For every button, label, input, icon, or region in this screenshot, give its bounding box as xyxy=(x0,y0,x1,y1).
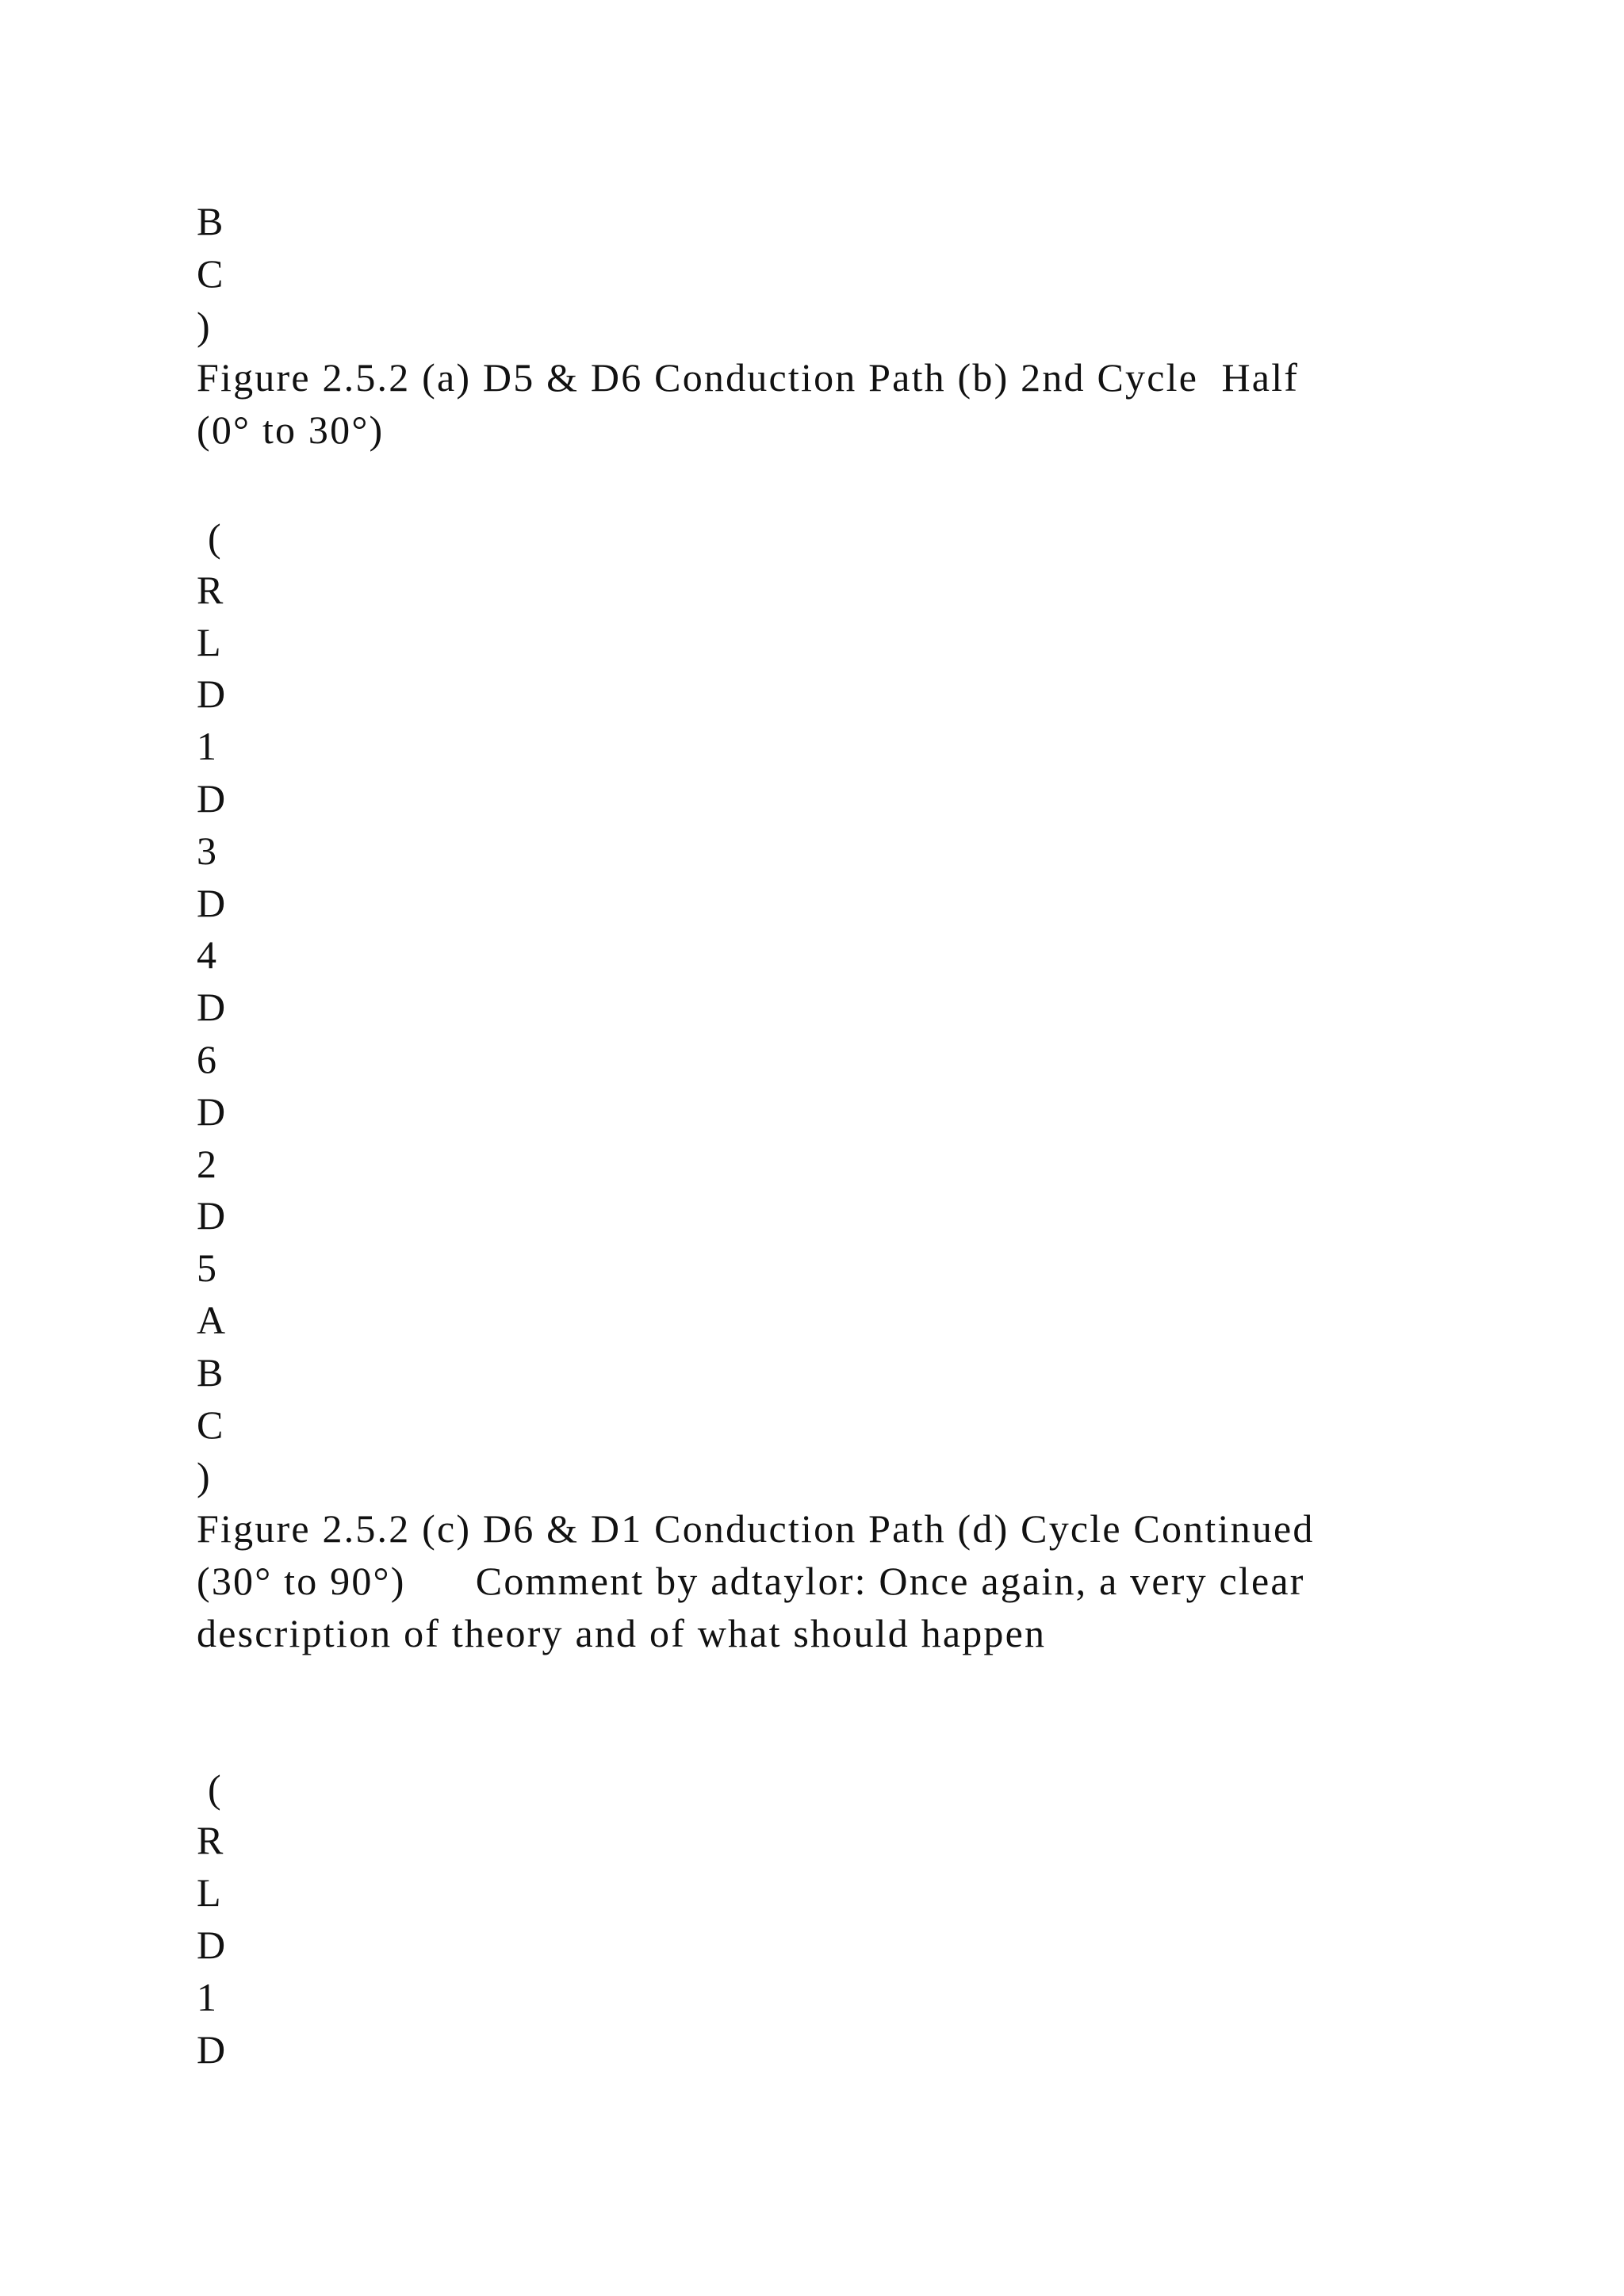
document-text-column xyxy=(197,196,1315,2076)
figure-caption: Figure 2.5.2 (a) D5 & D6 Conduction Path (b) 2nd Cycle Half xyxy=(197,355,1300,400)
diagram-label: 3 xyxy=(197,828,217,873)
diagram-label: 1 xyxy=(197,1974,217,2019)
diagram-label: D xyxy=(197,1089,227,1134)
diagram-label: D xyxy=(197,1922,227,1967)
figure-caption: Figure 2.5.2 (c) D6 & D1 Conduction Path (d) Cycle Continued xyxy=(197,1506,1315,1552)
diagram-label: L xyxy=(197,619,222,664)
diagram-label: D xyxy=(197,672,227,717)
diagram-label: 1 xyxy=(197,724,217,769)
figure-caption: (30° to 90°) Comment by adtaylor: Once again, a very clear xyxy=(197,1558,1305,1603)
diagram-label: 4 xyxy=(197,932,217,978)
diagram-label: R xyxy=(197,1818,224,1863)
diagram-label: L xyxy=(197,1870,222,1915)
diagram-label: 5 xyxy=(197,1246,217,1291)
figure-caption: (0° to 30°) xyxy=(197,408,385,453)
diagram-label: ( xyxy=(208,1766,222,1811)
diagram-label: D xyxy=(197,2026,227,2072)
figure-caption: description of theory and of what should happen xyxy=(197,1610,1047,1655)
diagram-label: R xyxy=(197,567,224,612)
spacer xyxy=(197,457,1315,512)
diagram-label: D xyxy=(197,775,227,821)
diagram-label: ( xyxy=(208,515,222,560)
diagram-label: C xyxy=(197,251,224,296)
diagram-label: D xyxy=(197,1193,227,1238)
diagram-label: C xyxy=(197,1402,224,1447)
diagram-label: D xyxy=(197,880,227,925)
diagram-label: ) xyxy=(197,303,211,348)
diagram-label: D xyxy=(197,985,227,1030)
diagram-label: ) xyxy=(197,1454,211,1499)
diagram-label: 2 xyxy=(197,1141,217,1186)
diagram-label: A xyxy=(197,1297,227,1342)
diagram-label: B xyxy=(197,1349,224,1395)
diagram-label: 6 xyxy=(197,1036,217,1081)
diagram-label: B xyxy=(197,199,224,243)
spacer xyxy=(197,1660,1315,1763)
